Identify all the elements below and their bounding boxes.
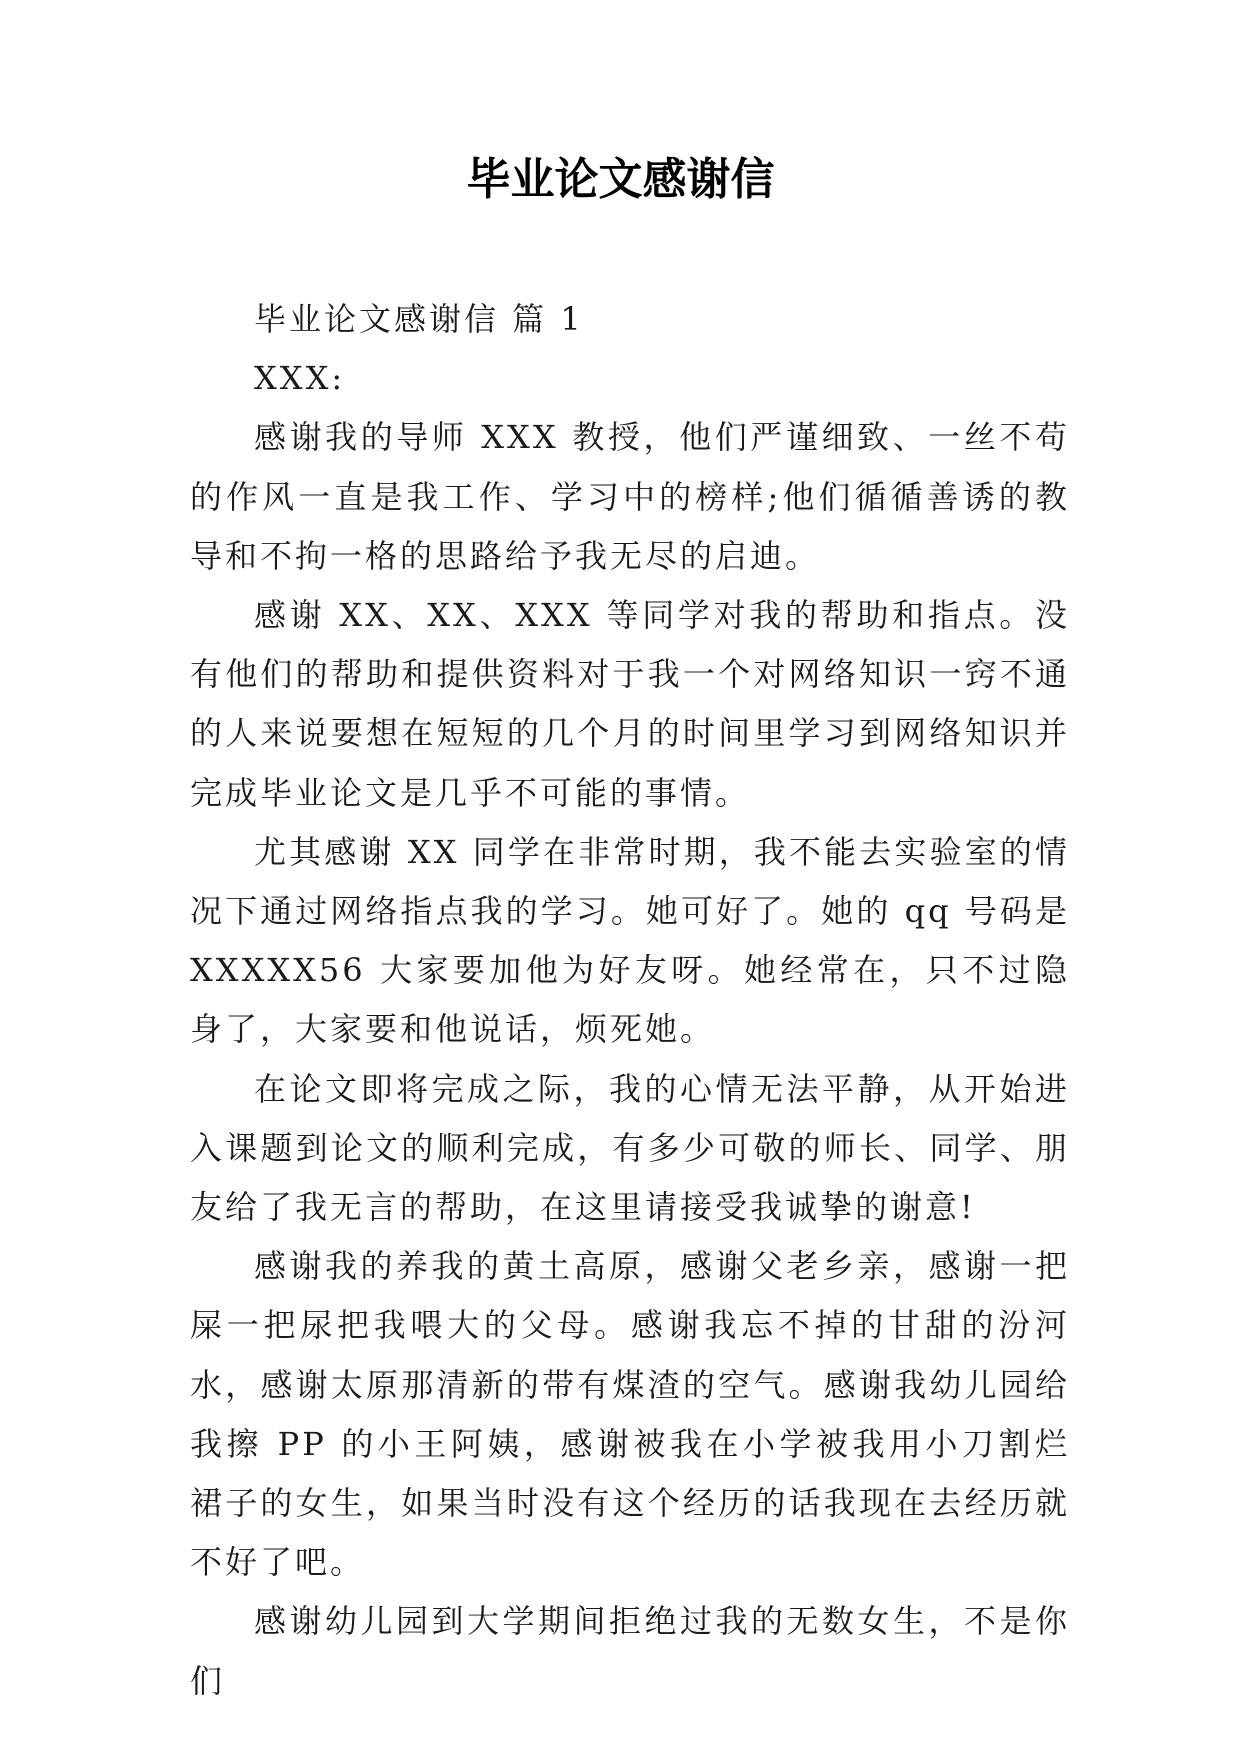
- document-title: 毕业论文感谢信: [466, 154, 775, 205]
- paragraph: 感谢我的养我的黄土高原，感谢父老乡亲，感谢一把屎一把尿把我喂大的父母。感谢我忘不掉的甘甜的汾河水，感谢太原那清新的带有煤渣的空气。感谢我幼儿园给我擦 PP 的小王阿姨，感谢被我在小学被我用小刀割烂裙子的女生，如果当时没有这个经历的话我现在去经历就不好了吧。: [190, 1247, 1070, 1582]
- paragraph: 感谢 XX、XX、XXX 等同学对我的帮助和指点。没有他们的帮助和提供资料对于我一个对网络知识一窍不通的人来说要想在短短的几个月的时间里学习到网络知识并完成毕业论文是几乎不可能的事情。: [190, 596, 1070, 812]
- section-heading: 毕业论文感谢信 篇 1: [254, 300, 584, 338]
- salutation: XXX:: [254, 359, 346, 398]
- paragraph: 在论文即将完成之际，我的心情无法平静，从开始进入课题到论文的顺利完成，有多少可敬的师长、同学、朋友给了我无言的帮助，在这里请接受我诚挚的谢意!: [190, 1069, 1070, 1227]
- paragraph: 感谢我的导师 XXX 教授，他们严谨细致、一丝不苟的作风一直是我工作、学习中的榜样;他们循循善诱的教导和不拘一格的思路给予我无尽的启迪。: [190, 418, 1070, 575]
- document-body: [190, 290, 1070, 1711]
- paragraph: 尤其感谢 XX 同学在非常时期，我不能去实验室的情况下通过网络指点我的学习。她可好了。她的 qq 号码是 XXXXX56 大家要加他为好友呀。她经常在，只不过隐身了，大家要和他说话，烦死她。: [190, 832, 1070, 1049]
- paragraph: 感谢幼儿园到大学期间拒绝过我的无数女生，不是你们: [190, 1602, 1070, 1700]
